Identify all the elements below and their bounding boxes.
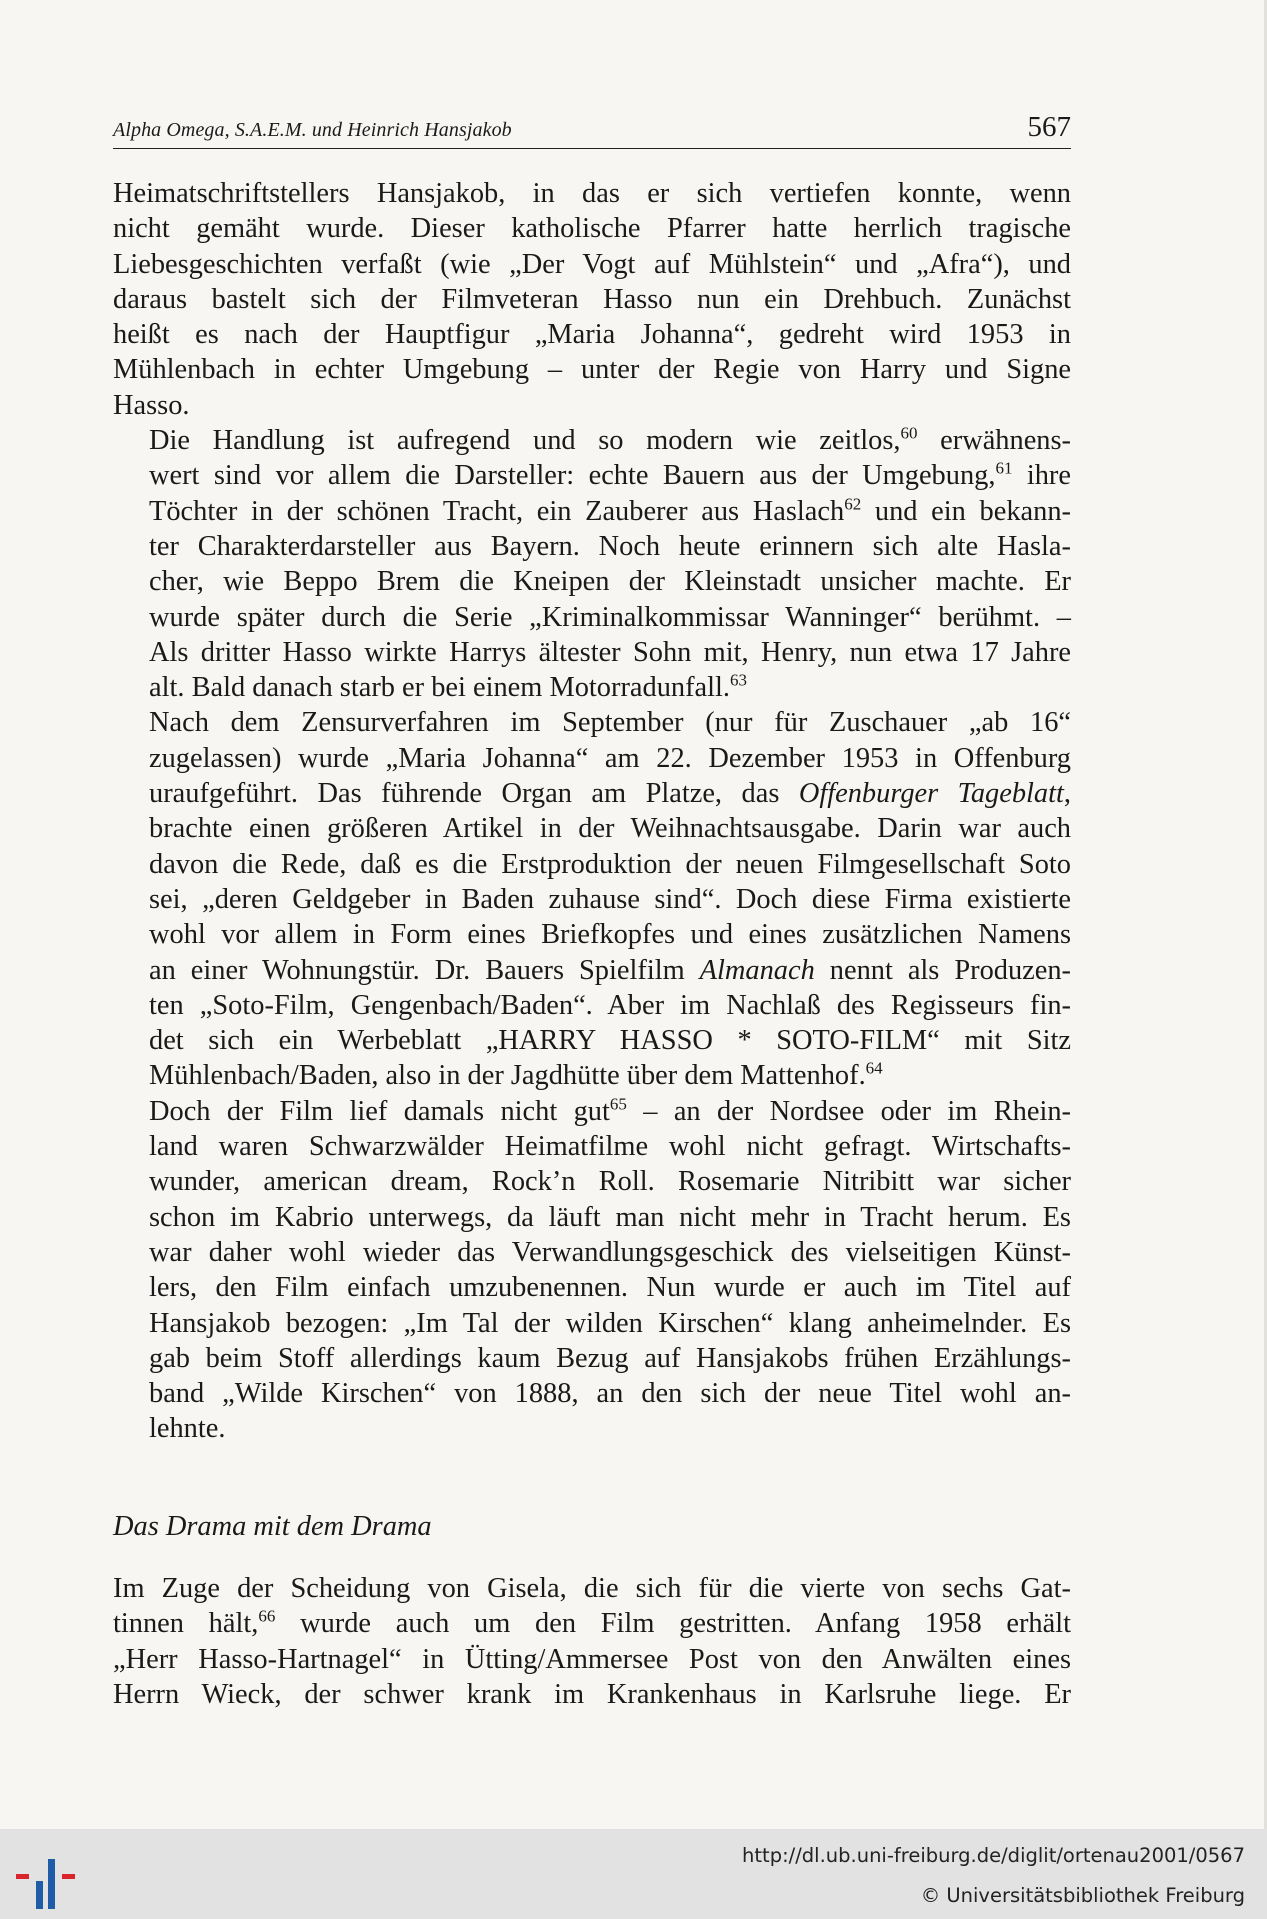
text-line xyxy=(113,494,1071,529)
university-library-logo-icon xyxy=(14,1857,80,1909)
text-line: wurde später durch die Serie „Kriminalkommissar Wanninger“ berühmt. – xyxy=(149,601,1071,633)
text-line: Als dritter Hasso wirkte Harrys ältester Sohn mit, Henry, nun etwa 17 Jahre xyxy=(149,636,1071,668)
text-run: wert sind vor allem die Darsteller: echte Bauern aus der Umgebung, xyxy=(149,460,996,492)
text-line: det sich ein Werbeblatt „HARRY HASSO * SOTO-FILM“ mit Sitz xyxy=(149,1025,1071,1057)
running-head: Alpha Omega, S.A.E.M. und Heinrich Hansjakob xyxy=(113,119,512,141)
text-run: alt. Bald danach starb er bei einem Motorradunfall. xyxy=(149,672,731,704)
text-line: ter Charakterdarsteller aus Bayern. Noch heute erinnern sich alte Hasla- xyxy=(149,530,1071,562)
footnote-ref-65: 65 xyxy=(609,1094,627,1114)
text-run: tinnen hält, xyxy=(113,1608,259,1640)
text-line: heißt es nach der Hauptfigur „Maria Johanna“, gedreht wird 1953 in xyxy=(113,319,1071,351)
text-line xyxy=(113,1094,1071,1129)
text-line: Nach dem Zensurverfahren im September (nur für Zuschauer „ab 16“ xyxy=(149,707,1071,739)
text-run: uraufgeführt. Das führende Organ am Platze, das xyxy=(149,778,799,810)
text-line: Hasso. xyxy=(113,389,190,421)
text-run: wurde auch um den Film gestritten. Anfang 1958 erhält xyxy=(275,1608,1071,1640)
text-run: , xyxy=(1063,778,1071,810)
source-url-link[interactable]: http://dl.ub.uni-freiburg.de/diglit/ortenau2001/0567 xyxy=(742,1844,1245,1867)
text-line xyxy=(113,458,1071,493)
text-line: daraus bastelt sich der Filmveteran Hasso nun ein Drehbuch. Zunächst xyxy=(113,283,1071,315)
text-line: schon im Kabrio unterwegs, da läuft man nicht mehr in Tracht herum. Es xyxy=(149,1201,1071,1233)
text-line: lehnte. xyxy=(149,1413,226,1445)
text-line xyxy=(113,776,1071,811)
section-heading: Das Drama mit dem Drama xyxy=(113,1510,432,1542)
text-line: sei, „deren Geldgeber in Baden zuhause sind“. Doch diese Firma existierte xyxy=(149,883,1071,915)
text-line: war daher wohl wieder das Verwandlungsgeschick des vielseitigen Künst- xyxy=(149,1236,1071,1268)
page-number: 567 xyxy=(1027,111,1071,143)
paragraph-2 xyxy=(113,423,1071,705)
text-line: „Herr Hasso-Hartnagel“ in Ütting/Ammersee Post von den Anwälten eines xyxy=(113,1643,1071,1675)
text-run: nennt als Produzen- xyxy=(814,954,1072,986)
text-line xyxy=(113,953,1071,988)
copyright-notice: © Universitätsbibliothek Freiburg xyxy=(920,1884,1245,1907)
text-line: Heimatschriftstellers Hansjakob, in das er sich vertiefen konnte, wenn xyxy=(113,178,1071,209)
footnote-ref-64: 64 xyxy=(865,1058,883,1078)
page-header xyxy=(113,108,1071,149)
text-line: lers, den Film einfach umzubenennen. Nun wurde er auch im Titel auf xyxy=(149,1272,1071,1304)
text-line xyxy=(113,1058,1071,1093)
text-run: an einer Wohnungstür. Dr. Bauers Spielfilm xyxy=(149,954,700,986)
paragraph-1 xyxy=(113,176,1071,423)
text-line: band „Wilde Kirschen“ von 1888, an den sich der neue Titel wohl an- xyxy=(149,1378,1071,1410)
text-line: land waren Schwarzwälder Heimatfilme wohl nicht gefragt. Wirtschafts- xyxy=(149,1131,1071,1163)
text-run: Mühlenbach/Baden, also in der Jagdhütte über dem Mattenhof. xyxy=(149,1060,866,1092)
text-line: nicht gemäht wurde. Dieser katholische Pfarrer hatte herrlich tragische xyxy=(113,213,1071,245)
text-line xyxy=(113,423,1071,458)
text-line: wunder, american dream, Rock’n Roll. Rosemarie Nitribitt war sicher xyxy=(149,1166,1071,1198)
paragraph-3 xyxy=(113,705,1071,1093)
text-run: ihre xyxy=(1012,460,1071,492)
text-run: und ein bekann- xyxy=(861,495,1071,527)
footnote-ref-66: 66 xyxy=(258,1606,276,1626)
paragraph-4 xyxy=(113,1094,1071,1447)
text-line: cher, wie Beppo Brem die Kneipen der Kleinstadt unsicher machte. Er xyxy=(149,566,1071,598)
footer-bar xyxy=(0,1829,1267,1919)
publication-title: Offenburger Tageblatt xyxy=(798,778,1064,810)
text-run: Die Handlung ist aufregend und so modern wie zeitlos, xyxy=(149,425,901,457)
text-line: davon die Rede, daß es die Erstproduktion der neuen Filmgesellschaft Soto xyxy=(149,848,1071,880)
text-line: zugelassen) wurde „Maria Johanna“ am 22. Dezember 1953 in Offenburg xyxy=(149,742,1071,774)
text-line: wohl vor allem in Form eines Briefkopfes und eines zusätzlichen Namens xyxy=(149,919,1071,951)
text-line: Mühlenbach in echter Umgebung – unter der Regie von Harry und Signe xyxy=(113,354,1071,386)
text-line: brachte einen größeren Artikel in der Weihnachtsausgabe. Darin war auch xyxy=(149,813,1071,845)
text-run: – an der Nordsee oder im Rhein- xyxy=(626,1095,1071,1127)
footnote-ref-62: 62 xyxy=(844,494,862,514)
text-line: Hansjakob bezogen: „Im Tal der wilden Kirschen“ klang anheimelnder. Es xyxy=(149,1307,1071,1339)
text-run: Doch der Film lief damals nicht gut xyxy=(149,1095,610,1127)
text-run: erwähnens- xyxy=(917,425,1071,457)
text-line xyxy=(113,1606,1071,1641)
text-line: Herrn Wieck, der schwer krank im Krankenhaus in Karlsruhe liege. Er xyxy=(113,1678,1071,1710)
text-line: Im Zuge der Scheidung von Gisela, die sich für die vierte von sechs Gat- xyxy=(113,1572,1071,1604)
footnote-ref-60: 60 xyxy=(900,423,918,443)
text-line: gab beim Stoff allerdings kaum Bezug auf Hansjakobs frühen Erzählungs- xyxy=(149,1342,1071,1374)
text-line xyxy=(113,670,1071,705)
footnote-ref-63: 63 xyxy=(730,670,748,690)
body-text xyxy=(113,176,1071,1712)
paragraph-5 xyxy=(113,1571,1071,1712)
text-line: Liebesgeschichten verfaßt (wie „Der Vogt auf Mühlstein“ und „Afra“), und xyxy=(113,248,1071,280)
footnote-ref-61: 61 xyxy=(995,458,1013,478)
publication-title: Almanach xyxy=(699,954,815,986)
text-line: ten „Soto-Film, Gengenbach/Baden“. Aber im Nachlaß des Regisseurs fin- xyxy=(149,989,1071,1021)
text-run: Töchter in der schönen Tracht, ein Zauberer aus Haslach xyxy=(149,495,845,527)
